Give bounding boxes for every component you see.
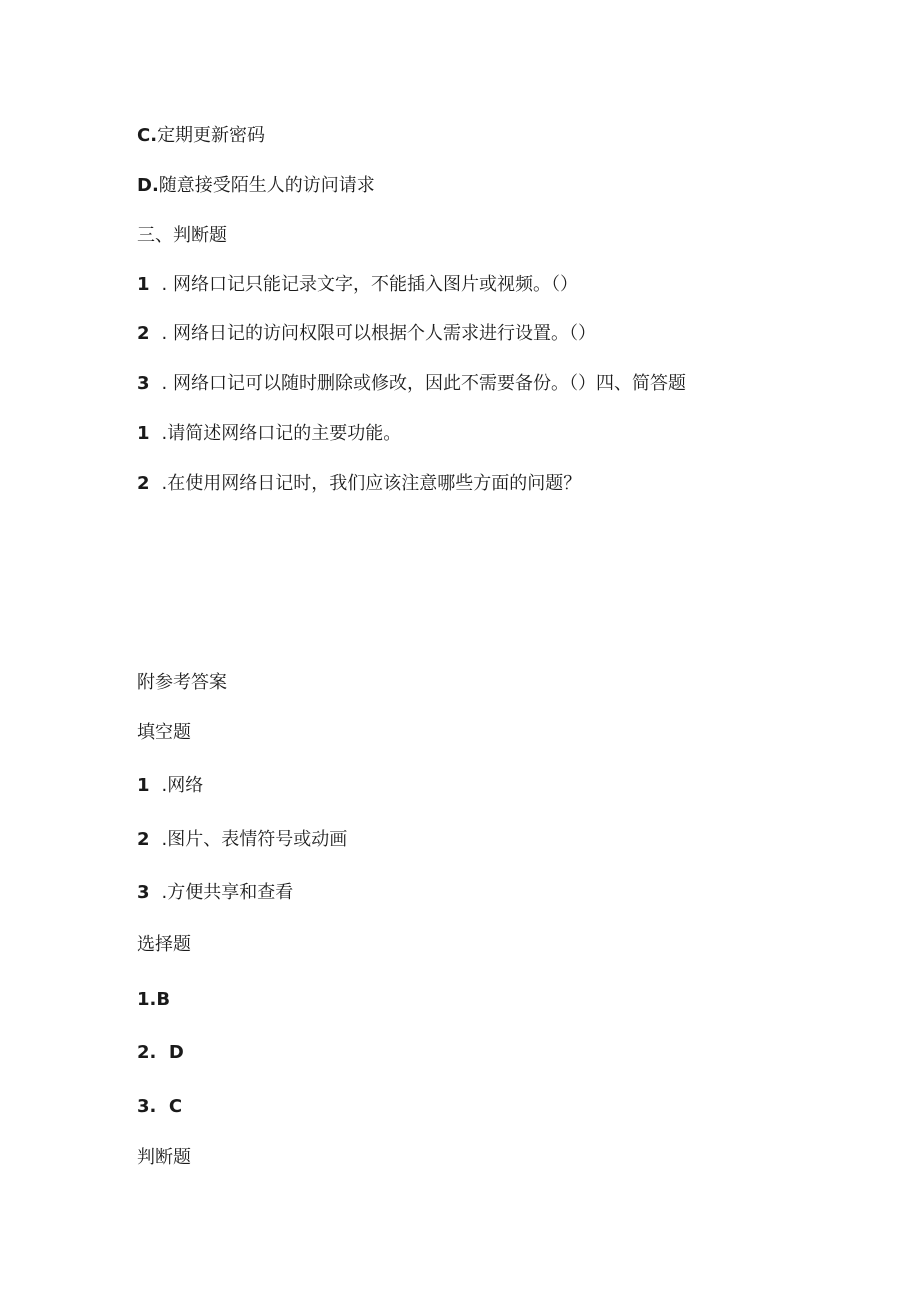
option-d [137, 174, 375, 198]
answer-number: 1 [137, 775, 150, 796]
question-text: .请简述网络口记的主要功能。 [161, 423, 402, 444]
answer-number: 2 [137, 829, 150, 850]
choice-answer-value: C [168, 1096, 183, 1117]
answer-item [137, 774, 203, 798]
choice-answer-number: 2. [137, 1042, 157, 1063]
question-number: 3 [137, 373, 150, 394]
choice-answer [137, 1041, 184, 1065]
answers-title: 附参考答案 [137, 672, 227, 693]
question-number: 1 [137, 274, 150, 295]
judgment-question [137, 322, 596, 346]
question-text: . 网络日记的访问权限可以根据个人需求进行设置。（） [161, 323, 596, 344]
answer-item [137, 881, 293, 905]
short-answer-question [137, 422, 401, 446]
option-text: 定期更新密码 [157, 125, 266, 146]
question-text: .在使用网络日记时，我们应该注意哪些方面的问题？ [161, 473, 582, 494]
short-answer-question [137, 472, 581, 496]
question-text: . 网络口记只能记录文字，不能插入图片或视频。（） [161, 274, 578, 295]
option-letter: C. [137, 125, 158, 146]
answer-text: .图片、表情符号或动画 [161, 829, 348, 850]
answer-number: 3 [137, 882, 150, 903]
answer-text: .方便共享和查看 [161, 882, 294, 903]
answers-fill-blank-title: 填空题 [137, 722, 191, 743]
choice-answer-number: 3. [137, 1096, 157, 1117]
answers-choice-title: 选择题 [137, 934, 191, 955]
choice-answer: 1.B [137, 989, 171, 1010]
option-letter: D. [137, 175, 159, 196]
answers-judgment-title: 判断题 [137, 1147, 191, 1168]
judgment-question [137, 372, 686, 396]
question-text: . 网络口记可以随时删除或修改，因此不需要备份。（）四、简答题 [161, 373, 686, 394]
answer-text: .网络 [161, 775, 204, 796]
question-number: 1 [137, 423, 150, 444]
question-number: 2 [137, 323, 150, 344]
option-text: 随意接受陌生人的访问请求 [158, 175, 375, 196]
section-title-judgment: 三、判断题 [137, 225, 227, 246]
option-c [137, 124, 265, 148]
judgment-question [137, 273, 578, 297]
choice-answer-value: D [168, 1042, 184, 1063]
choice-answer [137, 1095, 182, 1119]
answer-item [137, 828, 347, 852]
question-number: 2 [137, 473, 150, 494]
